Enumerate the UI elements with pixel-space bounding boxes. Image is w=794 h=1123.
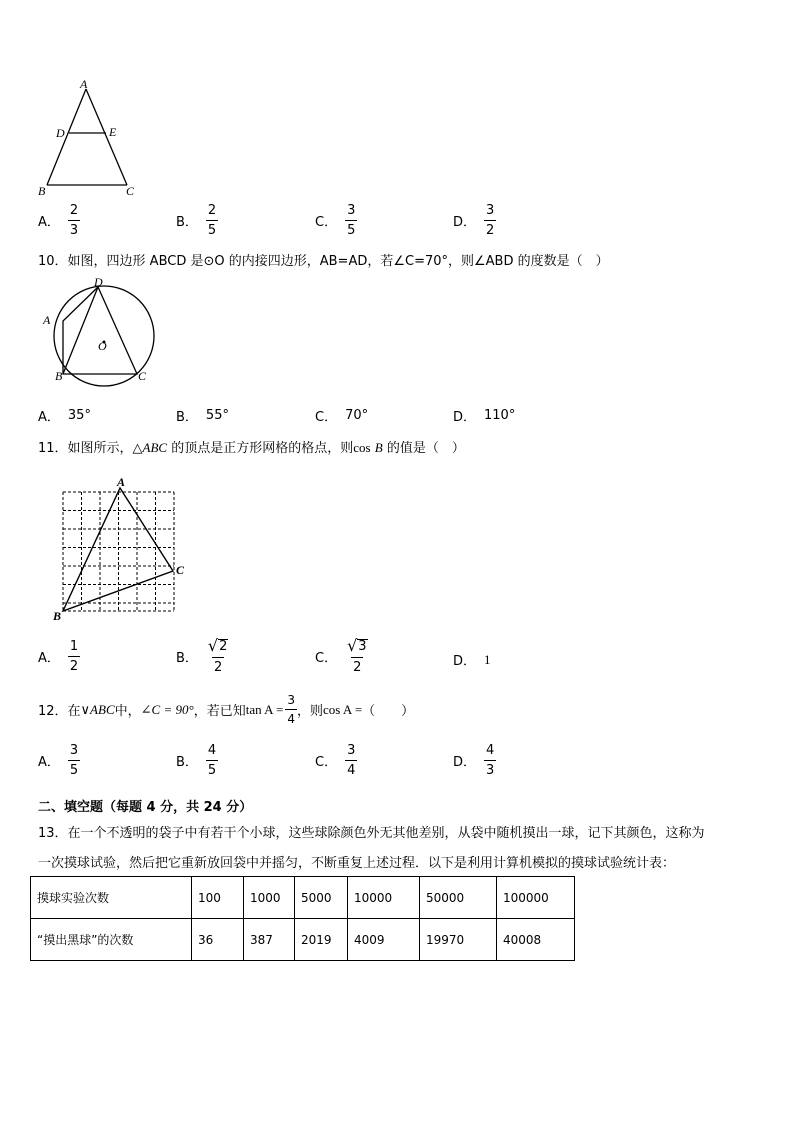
table-cell: “摸出黑球”的次数 — [31, 919, 192, 961]
q10-option-b[interactable]: B． 55° — [176, 408, 229, 425]
q11-option-b[interactable]: B． √ 2 2 — [176, 638, 230, 674]
q13-line-1: 13．在一个不透明的袋子中有若干个小球，这些球除颜色外无其他差别，从袋中随机摸出一球，记下其颜色，这称为 — [38, 826, 705, 841]
table-cell: 387 — [244, 919, 295, 961]
table-cell: 19970 — [420, 919, 497, 961]
fraction: $\frac{3}{5}$ — [347, 203, 356, 238]
table-cell: 10000 — [348, 877, 420, 919]
q12-text: 12．在 ∨ABC 中， ∠C = 90° ，若已知 tan A = $\frac{3}{4}$ ，则 cos A = （ ） — [38, 693, 415, 726]
fraction: √ 3 2 — [347, 636, 367, 675]
table-cell: 4009 — [348, 919, 420, 961]
fraction: $\frac{3}{5}$ — [69, 743, 79, 778]
table-cell: 100000 — [497, 877, 575, 919]
q11-option-d[interactable]: D． 1 — [453, 651, 491, 669]
q10-circle-figure — [38, 278, 168, 388]
q9-label-b: B — [38, 184, 46, 198]
q13-stats-table — [30, 876, 575, 961]
q9-label-d: D — [56, 126, 65, 140]
fraction: $\frac{3}{4}$ — [347, 743, 356, 778]
q10-label-a: A — [43, 313, 51, 327]
q10-option-c[interactable]: C． 70° — [315, 408, 369, 425]
q11-option-c[interactable]: C． √ 3 2 — [315, 638, 370, 674]
table-row — [31, 919, 575, 961]
q9-triangle-figure — [30, 78, 150, 200]
q11-grid-figure — [48, 472, 198, 632]
section-title: 二、填空题（每题 4 分，共 24 分） — [38, 800, 253, 815]
table-cell: 40008 — [497, 919, 575, 961]
q12-option-c[interactable]: C． $\frac{3}{4}$ — [315, 743, 356, 778]
q12-option-d[interactable]: D． $\frac{4}{3}$ — [453, 743, 495, 778]
fraction: √ 2 2 — [207, 636, 228, 675]
q11-label-b: B — [53, 609, 62, 623]
q13-line-2: 一次摸球试验，然后把它重新放回袋中并摇匀，不断重复上述过程．以下是利用计算机模拟的摸球试验统计表： — [38, 856, 676, 871]
fraction: $\frac{1}{2}$ — [69, 639, 79, 674]
q9-option-a[interactable]: A． $\frac{2}{3}$ — [38, 203, 79, 238]
table-cell: 摸球实验次数 — [31, 877, 192, 919]
sqrt-icon: √ 2 — [207, 636, 228, 655]
q9-label-c: C — [126, 184, 135, 198]
fraction: $\frac{4}{3}$ — [486, 743, 495, 778]
table-cell: 100 — [192, 877, 244, 919]
sqrt-icon: √ 3 — [347, 636, 367, 655]
q10-label-b: B — [55, 369, 63, 383]
fraction: $\frac{3}{4}$ — [287, 693, 296, 726]
fraction: $\frac{2}{3}$ — [69, 203, 79, 238]
q9-label-e: E — [109, 125, 117, 139]
fraction: $\frac{4}{5}$ — [207, 743, 217, 778]
table-cell: 36 — [192, 919, 244, 961]
table-cell: 2019 — [295, 919, 348, 961]
q12-option-a[interactable]: A． $\frac{3}{5}$ — [38, 743, 79, 778]
fraction: $\frac{3}{2}$ — [486, 203, 495, 238]
table-cell: 50000 — [420, 877, 497, 919]
q9-label-a: A — [80, 78, 88, 91]
q10-label-d: D — [94, 278, 103, 289]
q10-label-c: C — [138, 369, 147, 383]
q11-label-a: A — [117, 475, 126, 489]
q9-option-d[interactable]: D． $\frac{3}{2}$ — [453, 203, 495, 238]
q11-label-c: C — [176, 563, 185, 577]
table-cell: 1000 — [244, 877, 295, 919]
q10-text: 10．如图，四边形 ABCD 是⊙O 的内接四边形，AB=AD，若∠C=70°，则∠ABD 的度数是（ ） — [38, 254, 609, 269]
q10-option-d[interactable]: D． 110° — [453, 408, 516, 425]
q10-label-o: O — [98, 339, 107, 353]
fraction: $\frac{2}{5}$ — [207, 203, 217, 238]
q9-option-c[interactable]: C． $\frac{3}{5}$ — [315, 203, 356, 238]
q11-text: 11．如图所示，△ABC 的顶点是正方形网格的格点，则cos B 的值是（ ） — [38, 440, 465, 456]
q12-option-b[interactable]: B． $\frac{4}{5}$ — [176, 743, 217, 778]
q10-option-a[interactable]: A． 35° — [38, 408, 91, 425]
table-cell: 5000 — [295, 877, 348, 919]
table-row — [31, 877, 575, 919]
q9-option-b[interactable]: B． $\frac{2}{5}$ — [176, 203, 217, 238]
q11-option-a[interactable]: A． $\frac{1}{2}$ — [38, 639, 79, 674]
